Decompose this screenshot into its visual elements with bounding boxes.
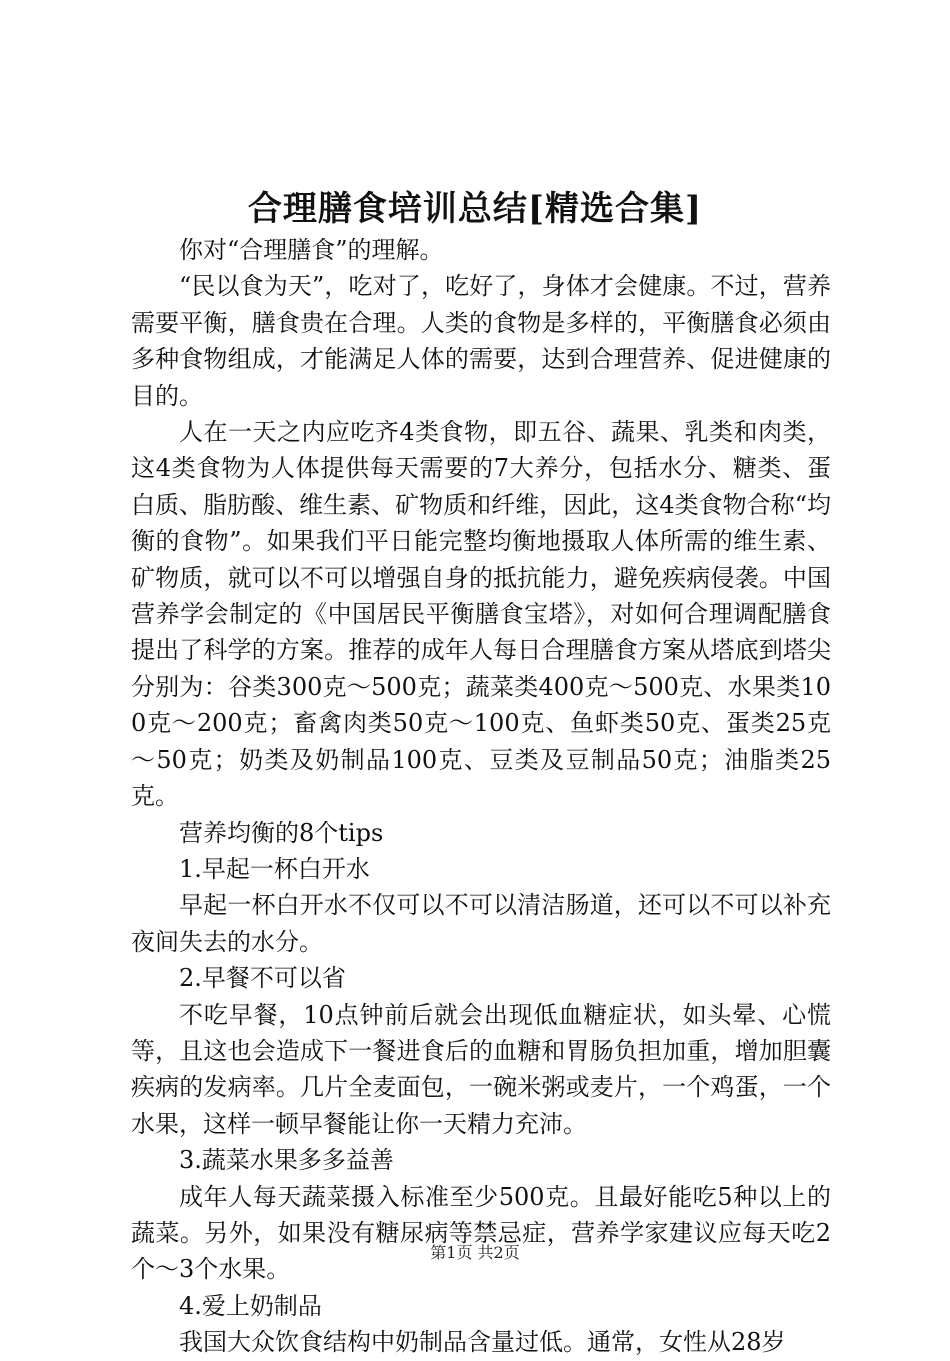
tip-1-heading: 1.早起一杯白开水	[179, 854, 370, 883]
paragraph-four-food-groups: 人在一天之内应吃齐4类食物，即五谷、蔬果、乳类和肉类，这4类食物为人体提供每天需要的7大养分，包括水分、糖类、蛋白质、脂肪酸、维生素、矿物质和纤维，因此，这4类食物合称“均衡的食物”。如果我们平日能完整均衡地摄取人体所需的维生素、矿物质，就可以不可以增强自身的抵抗能力，避免疾病侵袭。中国营养学会制定的《中国居民平衡膳食宝塔》，对如何合理调配膳食提出了科学的方案。推荐的成年人每日合理膳食方案从塔底到塔尖分别为：谷类300克～500克；蔬菜类400克～500克、水果类100克～200克；畜禽肉类50克～100克、鱼虾类50克、蛋类25克～50克；奶类及奶制品100克、豆类及豆制品50克；油脂类25克。	[131, 418, 831, 811]
document-title: 合理膳食培训总结[精选合集]	[247, 189, 703, 229]
tip-2-body: 不吃早餐，10点钟前后就会出现低血糖症状，如头晕、心慌等，且这也会造成下一餐进食后的血糖和胃肠负担加重，增加胆囊疾病的发病率。几片全麦面包，一碗米粥或麦片，一个鸡蛋，一个水果，这样一顿早餐能让你一天精力充沛。	[131, 1000, 831, 1138]
tip-2-heading: 2.早餐不可以省	[179, 964, 346, 993]
page-number-footer: 第1页 共2页	[430, 1243, 520, 1262]
tip-3-heading: 3.蔬菜水果多多益善	[179, 1146, 394, 1175]
tip-4-body: 我国大众饮食结构中奶制品含量过低。通常，女性从28岁	[179, 1328, 786, 1357]
tip-1-body: 早起一杯白开水不仅可以不可以清洁肠道，还可以不可以补充夜间失去的水分。	[131, 891, 831, 956]
tip-3-body: 成年人每天蔬菜摄入标准至少500克。且最好能吃5种以上的蔬菜。另外，如果没有糖尿病等禁忌症，营养学家建议应每天吃2个～3个水果。	[131, 1182, 831, 1284]
paragraph-tips-heading: 营养均衡的8个tips	[179, 818, 384, 847]
document-body	[131, 232, 831, 1361]
paragraph-intro-question: 你对“合理膳食”的理解。	[179, 236, 444, 264]
tip-4-heading: 4.爱上奶制品	[179, 1291, 322, 1320]
paragraph-food-is-heaven: “民以食为天”，吃对了，吃好了，身体才会健康。不过，营养需要平衡，膳食贵在合理。人类的食物是多样的，平衡膳食必须由多种食物组成，才能满足人体的需要，达到合理营养、促进健康的目的。	[131, 272, 831, 410]
